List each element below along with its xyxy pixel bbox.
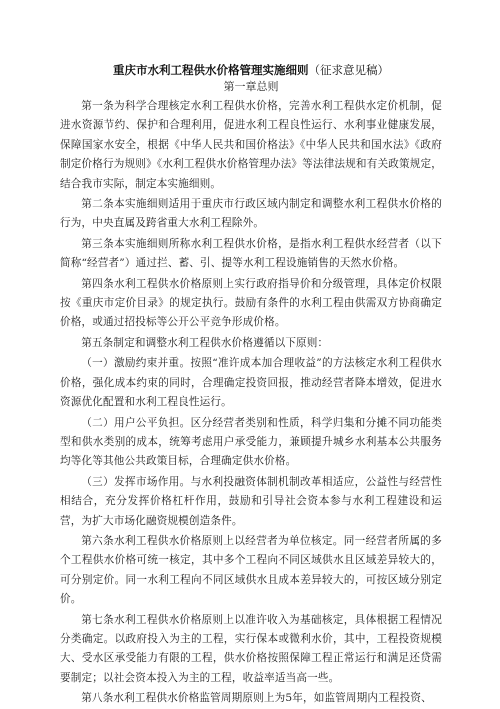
title-main: 重庆市水利工程供水价格管理实施细则 bbox=[113, 63, 309, 77]
article-8: 第八条水利工程供水价格监管周期原则上为5年，如监管周期内工程投资、 bbox=[81, 692, 432, 705]
article-5: 第五条制定和调整水利工程供水价格遵循以下原则： bbox=[81, 336, 329, 349]
article-5-item-2: （二）用户公平负担。区分经营者类别和性质，科学归集和分摊不同功能类型和供水类别的成本，统筹考虑用户承受能力，兼顾提升城乡水利基本公共服务均等化等其他公共政策目标，合理确定供水价格。 bbox=[60, 416, 442, 468]
chapter-heading: 第一章总则 bbox=[223, 80, 279, 93]
article-1: 第一条为科学合理核定水利工程供水价格，完善水利工程供水定价机制，促进水资源节约、保护和合理利用，促进水利工程良性运行、水利事业健康发展，保障国家水安全，根据《中华人民共和国价格法》《中华人民共和国水法》《政府制定价格行为规则》《水利工程供水价格管理办法》等法律法规和有关政策规定，结合我市实际，制定本实施细则。 bbox=[60, 100, 442, 190]
article-6: 第六条水利工程供水价格原则上以经营者为单位核定。同一经营者所属的多个工程供水价格可统一核定，其中多个工程向不同区域供水且区域差异较大的，可分别定价。同一水利工程向不同区域供水且成本差异较大的，可按区域分别定价。 bbox=[60, 534, 442, 606]
document-title bbox=[60, 62, 442, 79]
article-7: 第七条水利工程供水价格原则上以准许收入为基础核定，具体根据工程情况分类确定。以政府投入为主的工程，实行保本或微利水价，其中，工程投资规模大、受水区承受能力有限的工程，供水价格按照保障工程正常运行和满足还贷需要制定；以社会资本投入为主的工程，收益率适当高一些。 bbox=[60, 613, 442, 684]
title-note: （征求意见稿） bbox=[308, 63, 389, 77]
article-2: 第二条本实施细则适用于重庆市行政区域内制定和调整水利工程供水价格的行为，中央直属及跨省重大水利工程除外。 bbox=[60, 198, 442, 230]
article-5-item-3: （三）发挥市场作用。与水利投融资体制机制改革相适应，公益性与经营性相结合，充分发挥价格杠杆作用，鼓励和引导社会资本参与水利工程建设和运营，为扩大市场化融资规模创造条件。 bbox=[60, 475, 442, 527]
article-5-item-1: （一）激励约束并重。按照“准许成本加合理收益”的方法核定水利工程供水价格，强化成本约束的同时，合理确定投资回报，推动经营者降本增效，促进水资源优化配置和水利工程良性运行。 bbox=[60, 357, 442, 409]
article-4: 第四条水利工程供水价格原则上实行政府指导价和分级管理，具体定价权限按《重庆市定价目录》的规定执行。鼓励有条件的水利工程由供需双方协商确定价格，或通过招投标等公开公平竞争形成价格。 bbox=[60, 277, 442, 329]
article-3: 第三条本实施细则所称水利工程供水价格，是指水利工程供水经营者（以下简称“经营者”）通过拦、蓄、引、提等水利工程设施销售的天然水价格。 bbox=[60, 237, 442, 270]
